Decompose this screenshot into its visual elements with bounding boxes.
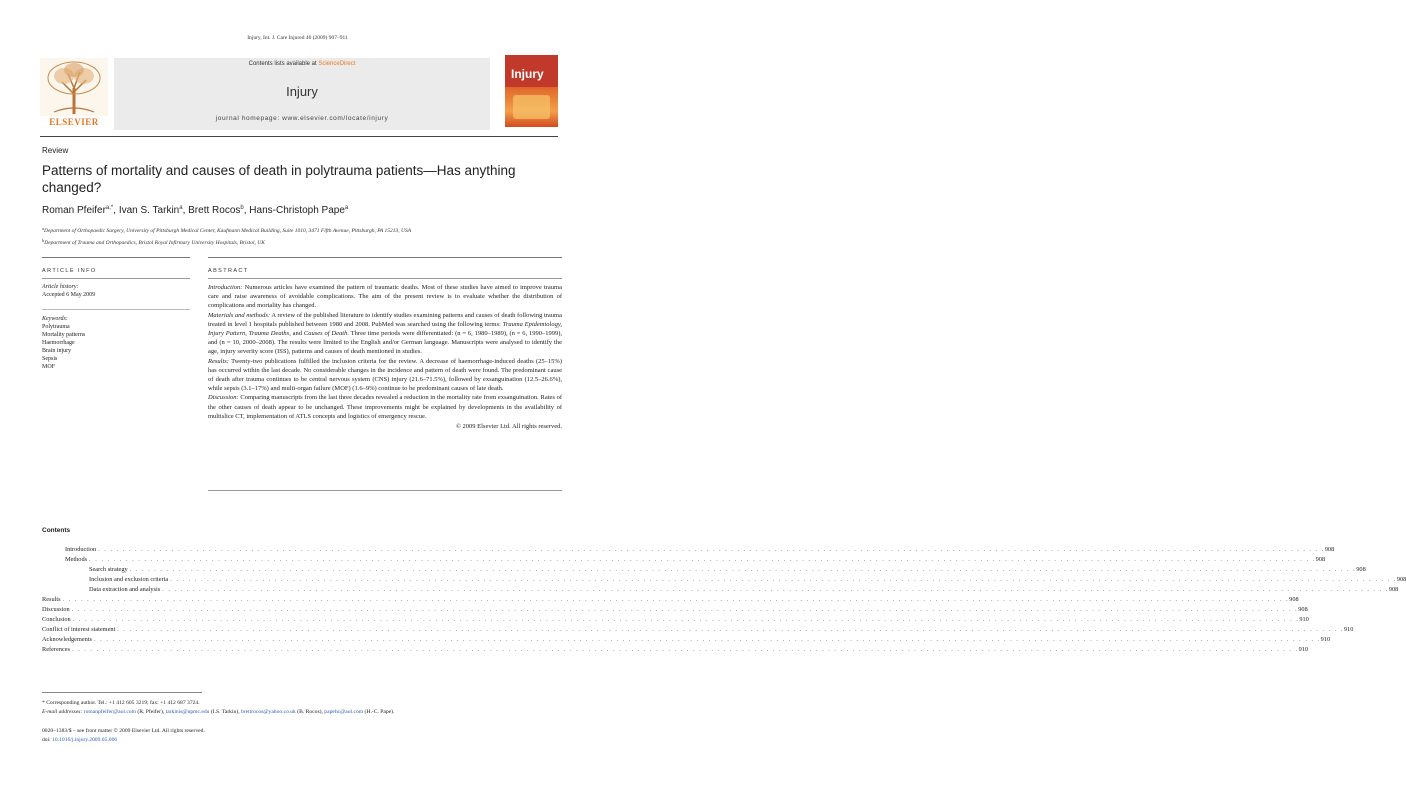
toc-entry-page: 908 (1356, 566, 1366, 573)
affiliation-item (42, 236, 562, 248)
email-addresses (42, 708, 562, 717)
toc-leader-dots: . . . . . . . . . . . . . . . . . . . . . . . . . . . . . . . . . . . . . . . . . . . . . . . . . . . . . . . . . . . . . . . . . . . . . . . . . . . . . . . . . . . . . . . . . . . . . . . . . . . . . . . . . . . . . . . . . . . . . . . . . . . . . . . . . . . . . . . . . . . . . . . . . . . . . . . . . . . . . . . . . . . . . . . . . . . . . . . . . . . . . . . . . . . . . . . . . . . . . . . . (71, 646, 1299, 653)
email-link[interactable]: papehc@aol.com (324, 709, 364, 715)
email-link[interactable]: brettrocos@yahoo.co.uk (241, 709, 296, 715)
keywords (42, 315, 192, 371)
article-title: Patterns of mortality and causes of death in polytrauma patients—Has anything changed? (42, 163, 516, 195)
author-affiliation-marker[interactable]: a (179, 205, 183, 211)
keyword: Mortality patterns (42, 332, 86, 338)
abstract-results (208, 357, 562, 394)
toc-entry-page: 908 (1298, 606, 1308, 613)
email-owner: (I.S. Tarkin), (209, 709, 241, 715)
contents-availability (114, 61, 490, 67)
keyword: MOF (42, 364, 56, 370)
toc-leader-dots: . . . . . . . . . . . . . . . . . . . . . . . . . . . . . . . . . . . . . . . . . . . . . . . . . . . . . . . . . . . . . . . . . . . . . . . . . . . . . . . . . . . . . . . . . . . . . . . . . . . . . . . . . . . . . . . . . . . . . . . . . . . . . . . . . . . . . . . . . . . . . . . . . . . . . . . . . . . . . . . . . . . . . . . . . . . . . . . . . . . . . . . . . . . . . . . . . . . . . . . . (62, 596, 1290, 603)
toc-entry-label: Introduction (65, 546, 97, 553)
affiliation-marker: b (42, 238, 45, 243)
corresponding-author-note: * Corresponding author. Tel.: +1 412 605 3219; fax: +1 412 687 3724. (42, 700, 200, 706)
doi-link[interactable]: 10.1016/j.injury.2009.05.006 (52, 737, 118, 743)
contents-title: Contents (42, 527, 71, 534)
footnote-divider (42, 692, 202, 693)
email-link[interactable]: tarkinis@upmc.edu (165, 709, 210, 715)
abstract-section-label: Materials and methods: (208, 311, 271, 319)
keyword: Haemorrhage (42, 340, 75, 346)
accepted-date: Accepted 6 May 2009 (42, 292, 96, 298)
abstract-body (208, 283, 562, 431)
journal-name: Injury (286, 84, 318, 99)
cover-title: Injury (511, 67, 544, 81)
doi-label: doi: (42, 737, 51, 743)
issn-line: 0020–1383/$ – see front matter © 2009 Elsevier Ltd. All rights reserved. (42, 728, 205, 734)
elsevier-wordmark: ELSEVIER (49, 117, 99, 127)
toc-entry-label: Search strategy (89, 566, 128, 573)
journal-cover-thumbnail[interactable] (505, 55, 558, 127)
toc-entry-label: References (42, 646, 70, 653)
affiliation-text: Department of Orthopaedic Surgery, University of Pittsburgh Medical Center, Kaufmann Medical Building, Suite 1010, 3471 Fifth Avenue, Pittsburgh, PA 15213, USA (44, 228, 412, 234)
toc-entry-label: Conclusion (42, 616, 71, 623)
divider (42, 309, 190, 310)
author-affiliation-marker[interactable]: a,* (105, 205, 114, 211)
toc-entry[interactable] (42, 545, 1335, 555)
journal-homepage-link[interactable]: journal homepage: www.elsevier.com/locate/injury (215, 115, 389, 122)
toc-entry-label: Inclusion and exclusion criteria (89, 576, 169, 583)
author-list (42, 205, 348, 216)
author-affiliation-marker[interactable]: a (344, 205, 349, 211)
toc-entry-label: Data extraction and analysis (89, 586, 161, 593)
author-separator: , (243, 205, 250, 216)
sciencedirect-link[interactable]: ScienceDirect (318, 61, 356, 67)
toc-entry[interactable] (42, 595, 1299, 605)
toc-leader-dots: . . . . . . . . . . . . . . . . . . . . . . . . . . . . . . . . . . . . . . . . . . . . . . . . . . . . . . . . . . . . . . . . . . . . . . . . . . . . . . . . . . . . . . . . . . . . . . . . . . . . . . . . . . . . . . . . . . . . . . . . . . . . . . . . . . . . . . . . . . . . . . . . . . . . . . . . . . . . . . . . . . . . . . . . . . . . . . . . . . . . . . . . . . . . . . . . . . . . . . . . (129, 566, 1357, 573)
header-divider (40, 136, 558, 137)
keyword: Polytrauma (42, 324, 70, 330)
toc-leader-dots: . . . . . . . . . . . . . . . . . . . . . . . . . . . . . . . . . . . . . . . . . . . . . . . . . . . . . . . . . . . . . . . . . . . . . . . . . . . . . . . . . . . . . . . . . . . . . . . . . . . . . . . . . . . . . . . . . . . . . . . . . . . . . . . . . . . . . . . . . . . . . . . . . . . . . . . . . . . . . . . . . . . . . . . . . . . . . . . . . . . . . . . . . . . . . . . . . . . . . . . . (94, 636, 1321, 643)
abstract-section-label: Discussion: (208, 394, 239, 402)
toc-entry-page: 908 (1289, 596, 1299, 603)
toc-entry[interactable] (42, 605, 1308, 615)
toc-leader-dots: . . . . . . . . . . . . . . . . . . . . . . . . . . . . . . . . . . . . . . . . . . . . . . . . . . . . . . . . . . . . . . . . . . . . . . . . . . . . . . . . . . . . . . . . . . . . . . . . . . . . . . . . . . . . . . . . . . . . . . . . . . . . . . . . . . . . . . . . . . . . . . . . . . . . . . . . . . . . . . . . . . . . . . . . . . . . . . . . . . . . . . . . . . . . . . . . . . . . . . . . (170, 576, 1397, 583)
email-owner: (B. Rocos), (295, 709, 325, 715)
table-of-contents (42, 545, 1406, 655)
footnote (42, 699, 562, 717)
author-name[interactable]: Ivan S. Tarkin (118, 205, 180, 216)
toc-entry-label: Methods (65, 556, 88, 563)
toc-entry[interactable] (42, 555, 1326, 565)
abstract-section-label: Introduction: (208, 284, 243, 291)
abstract-discussion (208, 393, 562, 421)
toc-entry-page: 910 (1343, 626, 1354, 633)
affiliation-text: Department of Trauma and Orthopaedics, Bristol Royal Infirmary University Hospitals, Bristol, UK (44, 240, 265, 246)
divider (208, 278, 562, 279)
toc-entry[interactable] (42, 625, 1354, 635)
abstract-search-terms: Trauma Epidemiology, Injury Pattern, Trauma Deaths, (208, 320, 562, 338)
abstract-text: A review of the published literature to identify studies examining patterns and causes of death following trauma treated in level 1 hospitals published between 1980 and 2008. PubMed was searched using the following terms: (208, 311, 562, 328)
toc-entry-page: 908 (1324, 546, 1335, 553)
toc-entry-page: 910 (1299, 616, 1309, 623)
contents-prefix: Contents lists available at (248, 61, 319, 67)
article-info-heading: ARTICLE INFO (42, 268, 97, 274)
toc-entry[interactable] (42, 645, 1309, 655)
divider (42, 257, 190, 258)
keyword: Sepsis (42, 356, 58, 362)
email-label: E-mail addresses: (42, 709, 83, 715)
author-separator: , (182, 205, 189, 216)
author-name[interactable]: Roman Pfeifer (42, 205, 106, 216)
abstract-search-terms: Causes of Death. (303, 330, 349, 338)
toc-leader-dots: . . . . . . . . . . . . . . . . . . . . . . . . . . . . . . . . . . . . . . . . . . . . . . . . . . . . . . . . . . . . . . . . . . . . . . . . . . . . . . . . . . . . . . . . . . . . . . . . . . . . . . . . . . . . . . . . . . . . . . . . . . . . . . . . . . . . . . . . . . . . . . . . . . . . . . . . . . . . . . . . . . . . . . . . . . . . . . . . . . . . . . . . . . . . . . . . . . . . . . . . (98, 546, 1325, 553)
divider (208, 490, 562, 491)
toc-entry-label: Conflict of interest statement (42, 626, 116, 633)
author-separator: , (113, 205, 119, 216)
toc-entry[interactable] (42, 575, 1406, 585)
affiliation-marker: a (42, 226, 44, 231)
abstract-introduction (208, 283, 562, 311)
author-name[interactable]: Brett Rocos (188, 205, 241, 216)
abstract-text: Numerous articles have examined the pattern of traumatic deaths. Most of these studies have aimed to improve trauma care and raise awareness of avoidable complications. The aim of the present review is to evaluate whether the distribution of complications and mortality has changed. (208, 284, 562, 310)
divider (42, 278, 190, 279)
abstract-copyright: © 2009 Elsevier Ltd. All rights reserved. (455, 423, 562, 431)
journal-header (114, 58, 490, 130)
toc-entry-page: 908 (1388, 586, 1399, 593)
affiliation-item (42, 224, 562, 236)
toc-entry-label: Discussion (42, 606, 70, 613)
cover-artwork-highlight (513, 95, 550, 119)
elsevier-logo[interactable] (40, 58, 108, 130)
journal-citation: Injury, Int. J. Care Injured 40 (2009) 907–911 (247, 35, 348, 41)
keywords-label: Keywords: (42, 316, 68, 322)
author-name[interactable]: Hans-Christoph Pape (249, 205, 345, 216)
toc-leader-dots: . . . . . . . . . . . . . . . . . . . . . . . . . . . . . . . . . . . . . . . . . . . . . . . . . . . . . . . . . . . . . . . . . . . . . . . . . . . . . . . . . . . . . . . . . . . . . . . . . . . . . . . . . . . . . . . . . . . . . . . . . . . . . . . . . . . . . . . . . . . . . . . . . . . . . . . . . . . . . . . . . . . . . . . . . . . . . . . . . . . . . . . . . . . . . . . . . . . . . . . . (89, 556, 1316, 563)
email-owner: (H.-C. Pape). (363, 709, 395, 715)
toc-entry-page: 910 (1298, 646, 1309, 653)
toc-leader-dots: . . . . . . . . . . . . . . . . . . . . . . . . . . . . . . . . . . . . . . . . . . . . . . . . . . . . . . . . . . . . . . . . . . . . . . . . . . . . . . . . . . . . . . . . . . . . . . . . . . . . . . . . . . . . . . . . . . . . . . . . . . . . . . . . . . . . . . . . . . . . . . . . . . . . . . . . . . . . . . . . . . . . . . . . . . . . . . . . . . . . . . . . . . . . . . . . . . . . . . . . (71, 606, 1299, 613)
toc-entry-page: 910 (1320, 636, 1331, 643)
toc-entry-page: 908 (1315, 556, 1326, 563)
toc-entry-label: Results (42, 596, 61, 603)
abstract-text: Twenty-two publications fulfilled the inclusion criteria for the review. A decrease of haemorrhage-induced deaths (25–15%) has occurred within the last decade. No considerable changes in the incidence and pattern of death were found. The predominant cause of death after trauma continues to be central nervous system (CNS) injury (21.6–71.5%), followed by exsanguination (12.5–26.6%), while sepsis (3.1–17%) and multi-organ failure (MOF) (1.6–9%) continue to be predominant causes of late death. (208, 357, 562, 393)
abstract-text: Comparing manuscripts from the last three decades revealed a reduction in the mortality rate from exsanguination. Rates of the other causes of death appear to be unchanged. These improvements might be explained by developments in the availability of multislice CT, implementation of ATLS concepts and logistics of emergency rescue. (208, 394, 562, 420)
toc-leader-dots: . . . . . . . . . . . . . . . . . . . . . . . . . . . . . . . . . . . . . . . . . . . . . . . . . . . . . . . . . . . . . . . . . . . . . . . . . . . . . . . . . . . . . . . . . . . . . . . . . . . . . . . . . . . . . . . . . . . . . . . . . . . . . . . . . . . . . . . . . . . . . . . . . . . . . . . . . . . . . . . . . . . . . . . . . . . . . . . . . . . . . . . . . . . . . . . . . . . . . . . . (117, 626, 1344, 633)
toc-leader-dots: . . . . . . . . . . . . . . . . . . . . . . . . . . . . . . . . . . . . . . . . . . . . . . . . . . . . . . . . . . . . . . . . . . . . . . . . . . . . . . . . . . . . . . . . . . . . . . . . . . . . . . . . . . . . . . . . . . . . . . . . . . . . . . . . . . . . . . . . . . . . . . . . . . . . . . . . . . . . . . . . . . . . . . . . . . . . . . . . . . . . . . . . . . . . . . . . . . . . . . . . (72, 616, 1300, 623)
toc-entry[interactable] (42, 615, 1309, 625)
toc-leader-dots: . . . . . . . . . . . . . . . . . . . . . . . . . . . . . . . . . . . . . . . . . . . . . . . . . . . . . . . . . . . . . . . . . . . . . . . . . . . . . . . . . . . . . . . . . . . . . . . . . . . . . . . . . . . . . . . . . . . . . . . . . . . . . . . . . . . . . . . . . . . . . . . . . . . . . . . . . . . . . . . . . . . . . . . . . . . . . . . . . . . . . . . . . . . . . . . . . . . . . . . . (162, 586, 1389, 593)
author-affiliation-marker[interactable]: b (240, 205, 244, 211)
article-type: Review (42, 146, 69, 155)
abstract-section-label: Results: (208, 357, 229, 365)
toc-entry-page: 908 (1396, 576, 1406, 583)
divider (208, 257, 562, 258)
abstract-text: Three time periods were differentiated: (n = 6, 1980–1989), (n = 6, 1990–1999), and (n = 10, 2000–2008). The results were limited to the English and/or German language. Manuscripts were analysed to identify the age, injury severity score (ISS), patterns and causes of death mentioned in studies. (208, 330, 562, 356)
abstract-text: and (290, 330, 304, 338)
toc-entry-label: Acknowledgements (42, 636, 93, 643)
toc-entry[interactable] (42, 565, 1366, 575)
history-label: Article history: (42, 284, 79, 290)
keyword: Brain injury (42, 348, 72, 354)
publication-info (42, 727, 205, 745)
email-link[interactable]: romanpfeifer@aol.com (83, 709, 136, 715)
affiliations (42, 224, 562, 248)
abstract-heading: ABSTRACT (208, 268, 249, 274)
toc-entry[interactable] (42, 585, 1399, 595)
article-history (42, 283, 192, 299)
elsevier-tree-icon (40, 58, 108, 116)
doi-line (42, 736, 205, 745)
abstract-methods (208, 311, 562, 357)
toc-entry[interactable] (42, 635, 1331, 645)
email-owner: (R. Pfeifer), (135, 709, 166, 715)
